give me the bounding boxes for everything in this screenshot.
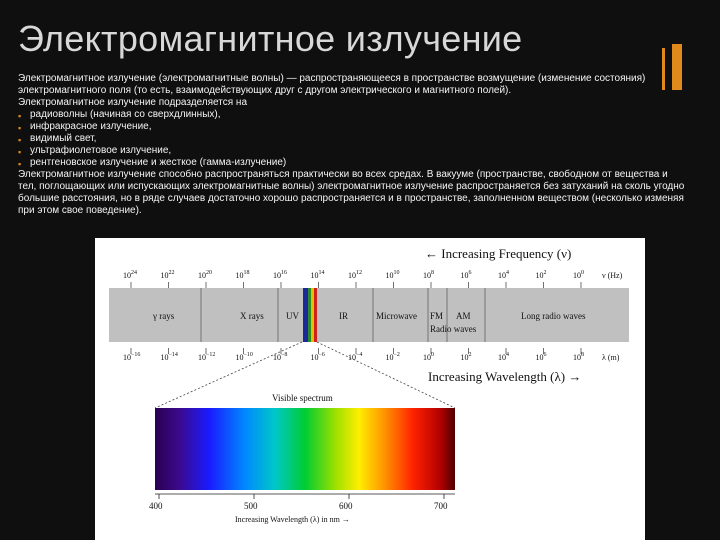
slide-title: Электромагнитное излучение bbox=[18, 18, 523, 59]
list-item bbox=[18, 145, 686, 157]
frequency-tick-labels bbox=[123, 270, 584, 288]
visible-tick-label: 400 bbox=[149, 501, 163, 511]
bullet-icon: ▪ bbox=[18, 147, 22, 157]
frequency-tick-label: $10^8$ bbox=[423, 270, 434, 280]
band-label-fm: FM bbox=[430, 311, 444, 321]
list-item bbox=[18, 109, 686, 121]
frequency-tick-label: $10^{20}$ bbox=[198, 270, 212, 280]
frequency-unit-label: ν (Hz) bbox=[602, 271, 623, 280]
frequency-tick-label: $10^{18}$ bbox=[235, 270, 250, 280]
band-label-ir: IR bbox=[339, 311, 348, 321]
list-item bbox=[18, 133, 686, 145]
wavelength-tick-label: $10^2$ bbox=[460, 352, 472, 362]
band-label-radio-waves: Radio waves bbox=[430, 324, 477, 334]
visible-spectrum-gradient bbox=[155, 408, 455, 490]
visible-spectrum-title: Visible spectrum bbox=[272, 393, 333, 403]
band-label-uv: UV bbox=[286, 311, 299, 321]
wavelength-tick-label: $10^{-10}$ bbox=[235, 352, 253, 362]
wavelength-tick-labels bbox=[123, 348, 584, 362]
list-item bbox=[18, 121, 686, 133]
band-label-long-radio: Long radio waves bbox=[521, 311, 586, 321]
bullet-icon: ▪ bbox=[18, 111, 22, 121]
frequency-tick-label: $10^{10}$ bbox=[385, 270, 400, 280]
wavelength-axis-title: Increasing Wavelength (λ) → bbox=[428, 369, 582, 384]
visible-tick-label: 600 bbox=[339, 501, 353, 511]
wavelength-unit-label: λ (m) bbox=[602, 353, 620, 362]
list-item-text: рентгеновское излучение и жесткое (гамма-излучение) bbox=[30, 157, 287, 168]
band-label-microwave: Microwave bbox=[376, 311, 417, 321]
body-text bbox=[18, 73, 686, 217]
closing-paragraph: Электромагнитное излучение способно распространяться практически во всех средах. В вакууме (пространстве, свободном от вещества и тел, поглощающих или испускающих электромагнитные волны) электромагнитное излучение распространяется без затуханий на сколь угодно большие расстояния, но в ряде случаев достаточно хорошо распространяется и в пространстве, заполненном веществом (несколько изменяя при этом свое поведение). bbox=[18, 169, 685, 216]
frequency-tick-label: $10^{16}$ bbox=[273, 270, 287, 280]
frequency-tick-label: $10^4$ bbox=[498, 270, 509, 280]
band-label-am: AM bbox=[456, 311, 471, 321]
wavelength-tick-label: $10^4$ bbox=[498, 352, 509, 362]
frequency-tick-label: $10^{24}$ bbox=[123, 270, 137, 280]
list-item-text: видимый свет, bbox=[30, 133, 97, 144]
frequency-tick-label: $10^{12}$ bbox=[348, 270, 362, 280]
wavelength-tick-label: $10^8$ bbox=[573, 352, 584, 362]
wavelength-tick-label: $10^{-4}$ bbox=[348, 352, 363, 362]
wavelength-tick-label: $10^{-8}$ bbox=[273, 352, 288, 362]
radiation-types-list bbox=[18, 109, 686, 169]
frequency-tick-label: $10^2$ bbox=[535, 270, 547, 280]
list-item-text: инфракрасное излучение, bbox=[30, 121, 152, 132]
list-item bbox=[18, 157, 686, 169]
frequency-tick-label: $10^0$ bbox=[573, 270, 584, 280]
list-item-text: ультрафиолетовое излучение, bbox=[30, 145, 172, 156]
frequency-tick-label: $10^{22}$ bbox=[160, 270, 175, 280]
wavelength-tick-label: $10^6$ bbox=[535, 352, 547, 362]
em-spectrum-diagram bbox=[95, 238, 645, 540]
bullet-icon: ▪ bbox=[18, 123, 22, 133]
spectrum-visible-yellow-strip bbox=[311, 288, 314, 342]
wavelength-tick-label: $10^{-14}$ bbox=[160, 352, 178, 362]
frequency-tick-label: $10^6$ bbox=[460, 270, 472, 280]
frequency-axis-title: ← Increasing Frequency (ν) bbox=[425, 246, 572, 261]
band-label-gamma: γ rays bbox=[153, 311, 175, 321]
visible-axis-title: Increasing Wavelength (λ) in nm → bbox=[235, 515, 350, 524]
visible-tick-label: 500 bbox=[244, 501, 258, 511]
wavelength-tick-label: $10^{-2}$ bbox=[385, 352, 400, 362]
spectrum-visible-red-strip bbox=[314, 288, 317, 342]
intro-paragraph: Электромагнитное излучение (электромагнитные волны) — распространяющееся в пространстве возмущение (изменение состояния) электромагнитного поля (то есть, взаимодействующих друг с другом электрического и магнитного полей). bbox=[18, 73, 646, 96]
spectrum-visible-green-strip bbox=[308, 288, 311, 342]
visible-tick-label: 700 bbox=[434, 501, 448, 511]
spectrum-visible-blue-strip bbox=[303, 288, 308, 342]
wavelength-tick-label: $10^{-16}$ bbox=[123, 352, 141, 362]
frequency-tick-label: $10^{14}$ bbox=[310, 270, 325, 280]
wavelength-tick-label: $10^{-12}$ bbox=[198, 352, 216, 362]
wavelength-tick-label: $10^0$ bbox=[423, 352, 434, 362]
list-item-text: радиоволны (начиная со сверхдлинных), bbox=[30, 109, 221, 120]
visible-tick-labels bbox=[149, 494, 448, 511]
band-label-xrays: X rays bbox=[240, 311, 264, 321]
wavelength-tick-label: $10^{-6}$ bbox=[310, 352, 325, 362]
bullet-icon: ▪ bbox=[18, 135, 22, 145]
bullet-icon: ▪ bbox=[18, 159, 22, 169]
subdivision-paragraph: Электромагнитное излучение подразделяется на bbox=[18, 97, 248, 108]
em-spectrum-svg bbox=[95, 238, 645, 540]
